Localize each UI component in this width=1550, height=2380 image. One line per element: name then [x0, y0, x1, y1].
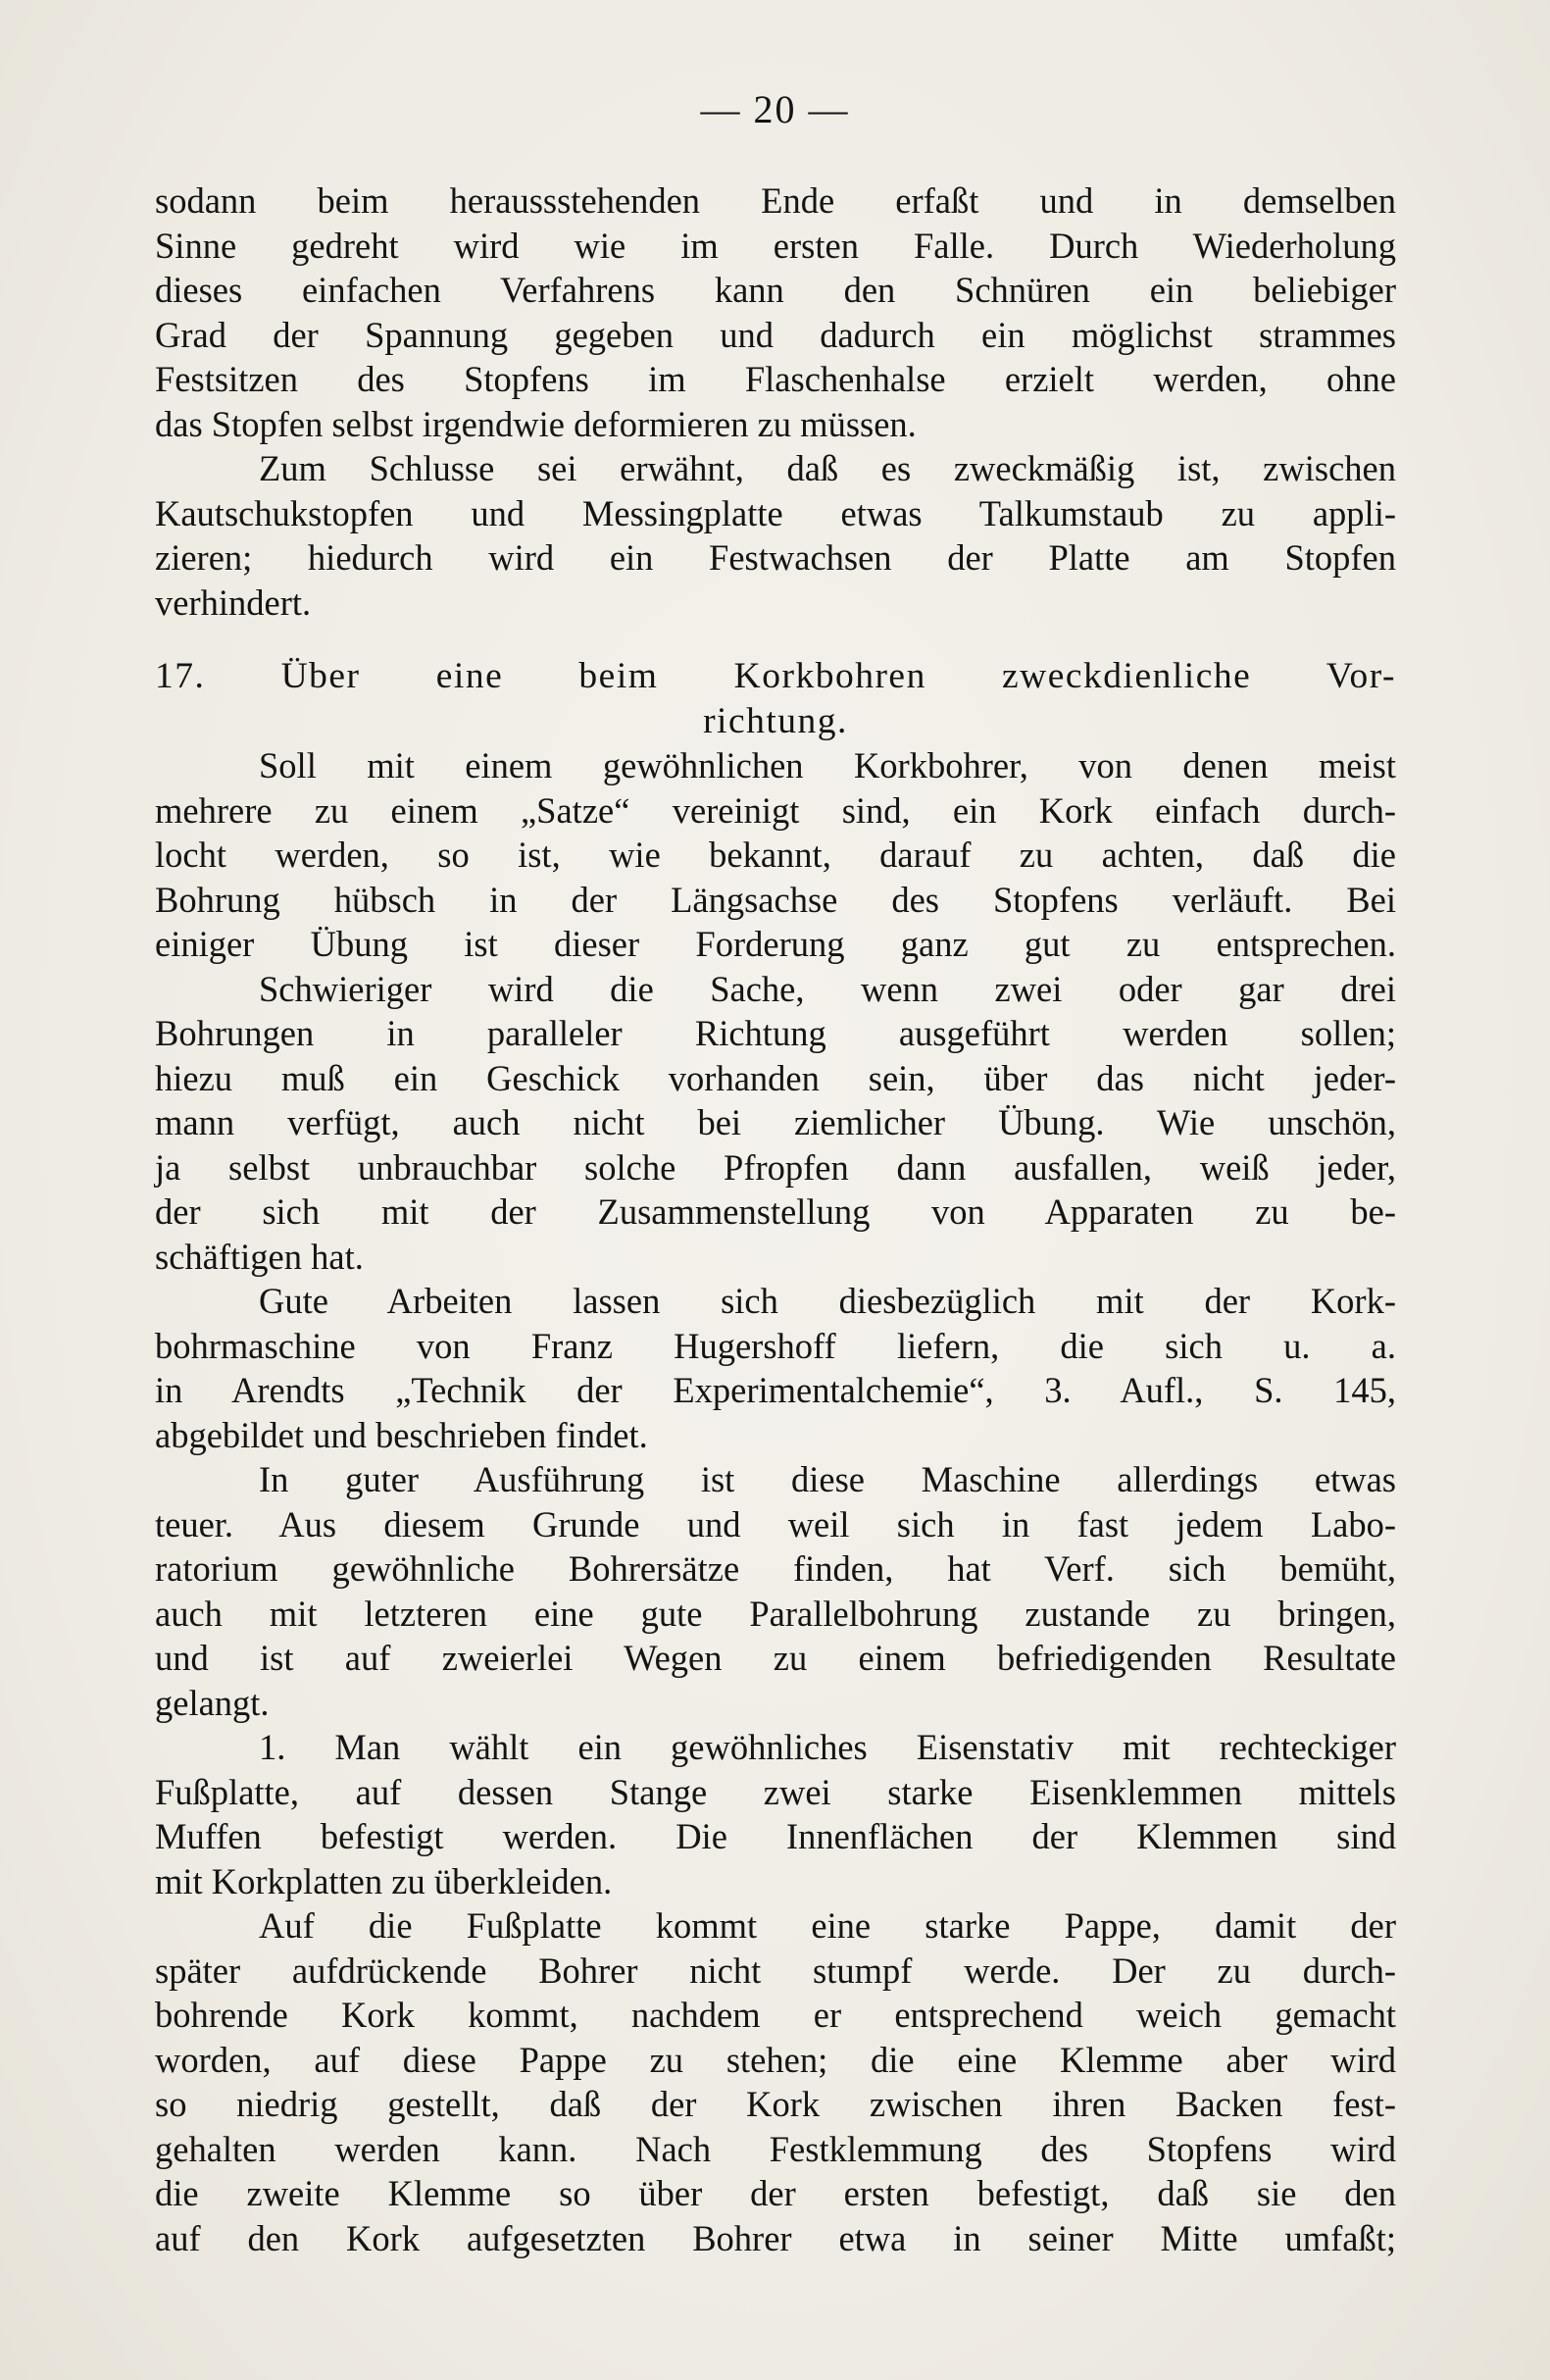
text-line: Gute Arbeiten lassen sich diesbezüglich mit der Kork-	[259, 1281, 1396, 1321]
text-line: Sinne gedreht wird wie im ersten Falle. Durch Wiederholung	[155, 225, 1396, 266]
text-line: der sich mit der Zusammenstellung von Apparaten zu be-	[155, 1191, 1396, 1232]
text-line: das Stopfen selbst irgendwie deformieren zu müssen.	[155, 403, 917, 444]
text-line: hiezu muß ein Geschick vorhanden sein, über das nicht jeder-	[155, 1057, 1396, 1098]
text-line: Kautschukstopfen und Messingplatte etwas Talkumstaub zu appli-	[155, 492, 1396, 533]
text-line: locht werden, so ist, wie bekannt, darauf zu achten, daß die	[155, 835, 1396, 875]
text-line: mit Korkplatten zu überkleiden.	[155, 1860, 613, 1901]
text-line: sodann beim heraussstehenden Ende erfaßt und in demselben	[155, 180, 1396, 221]
text-line: 1. Man wählt ein gewöhnliches Eisenstativ mit rechteckiger	[259, 1727, 1396, 1767]
text-line: Auf die Fußplatte kommt eine starke Pappe, damit der	[259, 1905, 1396, 1946]
text-line: Festsitzen des Stopfens im Flaschenhalse erzielt werden, ohne	[155, 359, 1396, 399]
text-line: Soll mit einem gewöhnlichen Korkbohrer, von denen meist	[259, 745, 1396, 785]
text-line: in Arendts „Technik der Experimentalchemie“, 3. Aufl., S. 145,	[155, 1370, 1396, 1410]
text-line: Bohrungen in paralleler Richtung ausgeführt werden sollen;	[155, 1013, 1396, 1053]
body-text	[155, 178, 1396, 2260]
text-line: Muffen befestigt werden. Die Innenflächen der Klemmen sind	[155, 1816, 1396, 1856]
text-line: dieses einfachen Verfahrens kann den Schnüren ein beliebiger	[155, 270, 1396, 310]
text-line: ratorium gewöhnliche Bohrersätze finden, hat Verf. sich bemüht,	[155, 1548, 1396, 1589]
text-line: bohrmaschine von Franz Hugershoff liefern, die sich u. a.	[155, 1325, 1396, 1366]
text-line: auch mit letzteren eine gute Parallelbohrung zustande zu bringen,	[155, 1593, 1396, 1634]
text-line: so niedrig gestellt, daß der Kork zwischen ihren Backen fest-	[155, 2084, 1396, 2124]
text-line: Grad der Spannung gegeben und dadurch ein möglichst strammes	[155, 314, 1396, 355]
section-heading: 17. Über eine beim Korkbohren zweckdienliche Vor-	[155, 656, 1396, 696]
text-line: mann verfügt, auch nicht bei ziemlicher Übung. Wie unschön,	[155, 1102, 1396, 1142]
text-line: zieren; hiedurch wird ein Festwachsen der Platte am Stopfen	[155, 537, 1396, 578]
text-line: Bohrung hübsch in der Längsachse des Stopfens verläuft. Bei	[155, 879, 1396, 920]
text-line: mehrere zu einem „Satze“ vereinigt sind, ein Kork einfach durch-	[155, 789, 1396, 831]
text-line: teuer. Aus diesem Grunde und weil sich in fast jedem Labo-	[155, 1503, 1396, 1544]
text-line: und ist auf zweierlei Wegen zu einem befriedigenden Resultate	[155, 1638, 1396, 1678]
text-line: später aufdrückende Bohrer nicht stumpf werde. Der zu durch-	[155, 1950, 1396, 1991]
text-line: abgebildet und beschrieben findet.	[155, 1414, 648, 1455]
text-line: gelangt.	[155, 1682, 270, 1723]
page-number: — 20 —	[700, 87, 850, 131]
text-line: bohrende Kork kommt, nachdem er entsprechend weich gemacht	[155, 1995, 1396, 2035]
text-line: Fußplatte, auf dessen Stange zwei starke Eisenklemmen mittels	[155, 1771, 1396, 1812]
text-line: die zweite Klemme so über der ersten befestigt, daß sie den	[155, 2173, 1396, 2213]
text-line: gehalten werden kann. Nach Festklemmung des Stopfens wird	[155, 2128, 1396, 2169]
section-heading-continuation: richtung.	[703, 700, 848, 741]
text-line: verhindert.	[155, 582, 312, 623]
text-line: Schwieriger wird die Sache, wenn zwei oder gar drei	[259, 968, 1396, 1009]
text-line: auf den Kork aufgesetzten Bohrer etwa in seiner Mitte umfaßt;	[155, 2217, 1396, 2258]
text-line: schäftigen hat.	[155, 1236, 364, 1277]
text-line: ja selbst unbrauchbar solche Pfropfen dann ausfallen, weiß jeder,	[155, 1146, 1396, 1188]
text-line: worden, auf diese Pappe zu stehen; die eine Klemme aber wird	[155, 2039, 1396, 2080]
text-line: Zum Schlusse sei erwähnt, daß es zweckmäßig ist, zwischen	[259, 448, 1396, 488]
text-line: In guter Ausführung ist diese Maschine allerdings etwas	[259, 1459, 1396, 1499]
text-line: einiger Übung ist dieser Forderung ganz gut zu entsprechen.	[155, 924, 1396, 964]
